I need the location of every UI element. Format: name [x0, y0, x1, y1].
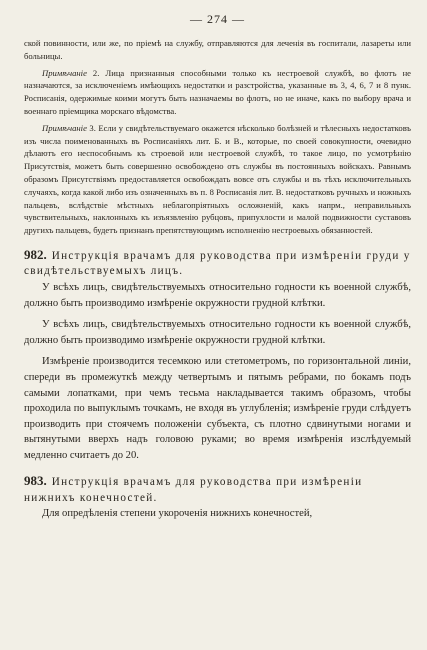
- article-983-number: 983.: [24, 473, 47, 489]
- article-982-paragraph-1: У всѣхъ лицъ, свидѣтельствуемыхъ относительно годности къ военной службѣ, должно быть производимо измѣреніе окружности грудной клѣтки.: [24, 281, 411, 309]
- article-982-paragraph-2: У всѣхъ лицъ, свидѣтельствуемыхъ относительно годности къ военной службѣ, должно быть производимо измѣреніе окружности грудной клѣтки.: [24, 319, 411, 346]
- article-983-title: Инструкція врачамъ для руководства при измѣреніи нижнихъ конечностей.: [24, 476, 363, 504]
- small-print-section: [24, 37, 411, 237]
- page-number: — 274 —: [190, 12, 245, 26]
- article-982-heading: [24, 247, 411, 280]
- note-2-paragraph: [24, 67, 411, 118]
- continuation-paragraph: ской повинности, или же, по пріемѣ на службу, отправляются для леченія въ госпитали, лазареты или больницы.: [24, 38, 411, 61]
- note-3-paragraph: [24, 122, 411, 237]
- article-983-paragraph-1: Для опредѣленія степени укороченія нижнихъ конечностей,: [42, 508, 313, 520]
- note-3-label: Примѣчаніе: [42, 122, 87, 133]
- note-2-label: Примѣчаніе: [42, 67, 87, 78]
- article-983-heading: [24, 473, 411, 506]
- note-2-text: 2. Лица признанныя способными только къ нестроевой службѣ, во флотъ не назначаются, за исключеніемъ имѣющихъ недостатки и разстройства, указанные въ 3, 4, 6, 7 и 8 пунк. Росписанія, одержимые коими могутъ быть назначаемы во флотъ, но не иначе, какъ по выбору врача и военнаго пріемщика морскаго вѣдомства.: [24, 67, 411, 116]
- article-982-title: Инструкція врачамъ для руководства при измѣреніи груди у свидѣтельствуемыхъ лицъ.: [24, 249, 411, 278]
- note-3-text: 3. Если у свидѣтельствуемаго окажется нѣсколько болѣзней и тѣлесныхъ недостатковъ изъ числа поименованныхъ въ Росписаніяхъ лит. Б. и В., которые, по своей совокупности, очевидно дѣлаютъ его неспособнымъ къ строевой или нестроевой службѣ, то такое лицо, по усмотрѣнію Присутствія, можетъ быть совершенно освобождено отъ службы въ постоянныхъ войскахъ. Равнымъ образомъ Присутствіямъ предоставляется освобождать вовсе отъ службы и въ тѣхъ исключительныхъ случаяхъ, когда какой либо изъ означенныхъ въ п. 8 Росписанія лит. В. недостатковъ ручныхъ и ножныхъ пальцевъ, вслѣдствіе мѣстныхъ неблагопріятныхъ осложненій, какъ напрм., неправильныхъ чувствительныхъ, наклонныхъ къ изъязвленію рубцовъ, припухлости и малой подвижности суставовъ другихъ пальцевъ, будетъ признанъ препятствующимъ исполненію нестроевыхъ обязанностей.: [24, 122, 411, 236]
- article-983: [24, 473, 411, 522]
- article-982-paragraph-3: Измѣреніе производится тесемкою или стетометромъ, по горизонтальной линіи, спереди въ промежуткѣ между четвертымъ и пятымъ ребрами, по бокамъ подъ самыми лопатками, при чемъ тесьма накладывается такимъ образомъ, чтобы проходила по выпуклымъ точкамъ, не входя въ углубленія; измѣреніе груди слѣдуетъ производить при стоячемъ положеніи субъекта, съ плотно сдвинутыми ногами и вытянутыми вверхъ надъ головою руками; во время измѣренія изслѣдуемый медленно считаетъ до 20.: [24, 356, 411, 461]
- article-982-number: 982.: [24, 246, 47, 262]
- article-982: [24, 247, 411, 464]
